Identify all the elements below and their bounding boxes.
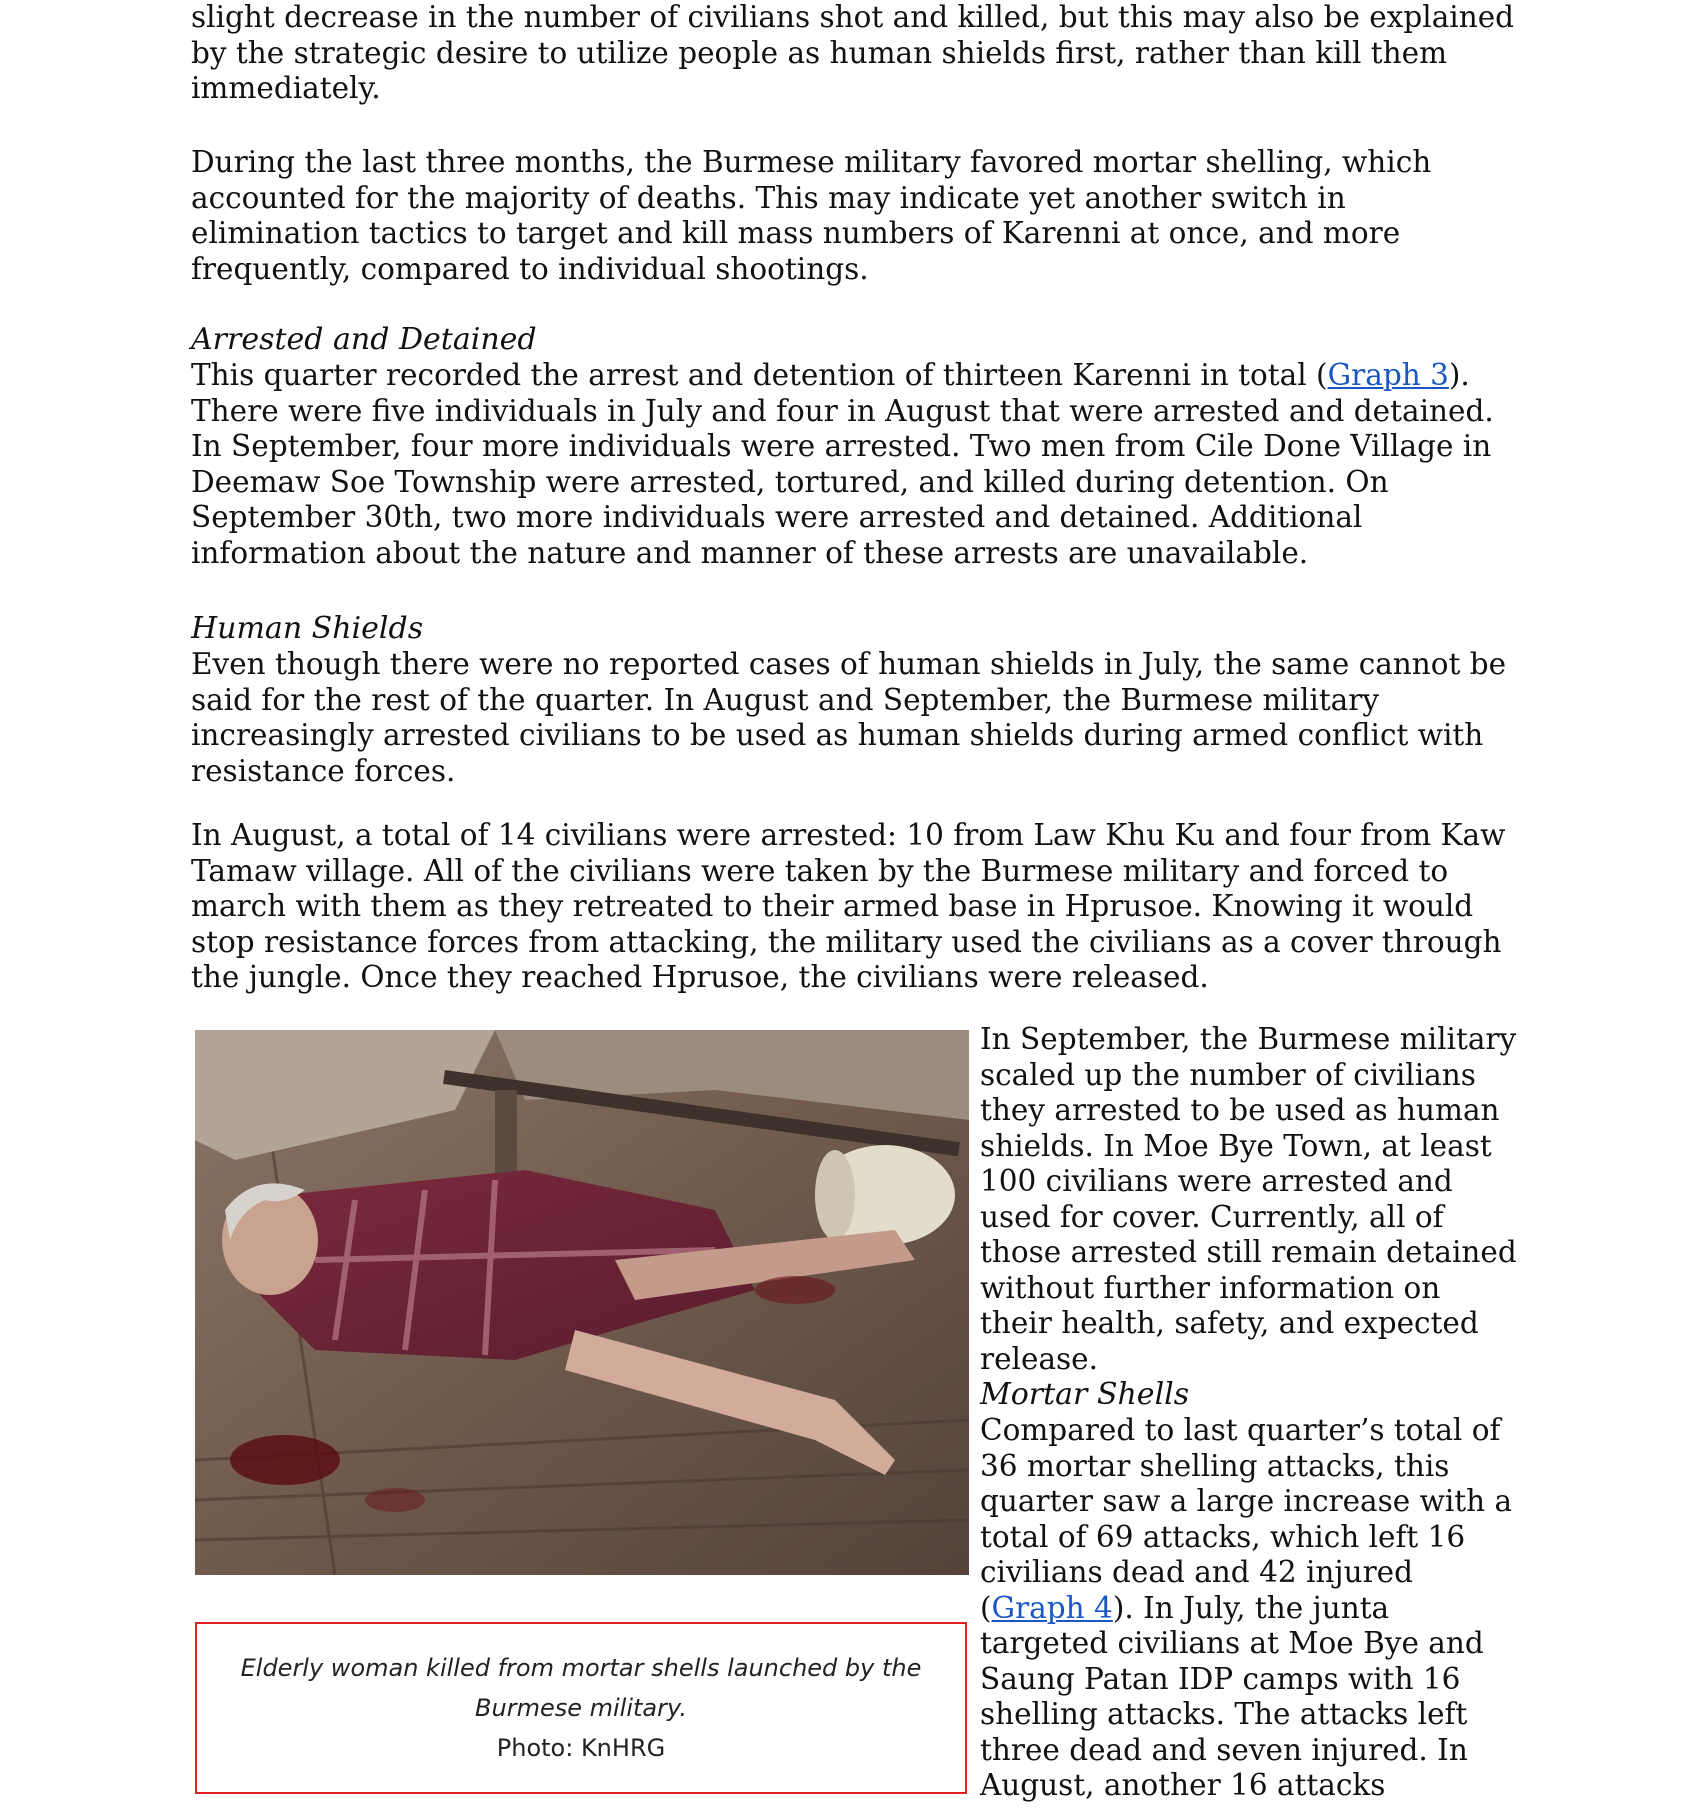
text-segment: Compared to last quarter’s total of 36 mortar shelling attacks, this quarter saw a large increase with a total of 69 attacks, which left 16 civilians dead and 42 injured (	[980, 1413, 1513, 1625]
graph-3-link[interactable]: Graph 3	[1327, 358, 1449, 392]
side-column-september	[980, 1022, 1520, 1377]
paragraph-mortar-tactics: During the last three months, the Burmese military favored mortar shelling, which accounted for the majority of deaths. This may indicate yet another switch in elimination tactics to target and kill mass numbers of Karenni at once, and more frequently, compared to individual shootings.	[191, 145, 1432, 286]
section-heading-arrested: Arrested and Detained	[191, 322, 537, 357]
photo-credit: Photo: KnHRG	[496, 1734, 666, 1762]
paragraph-human-shields: Even though there were no reported cases of human shields in July, the same cannot be said for the rest of the quarter. In August and September, the Burmese military increasingly arrested civilians to be used as human shields during armed conflict with resistance forces.	[191, 647, 1507, 788]
paragraph-september-arrests: In September, the Burmese military scaled up the number of civilians they arrested to be used as human shields. In Moe Bye Town, at least 100 civilians were arrested and used for cover. Currently, all of those arrested still remain detained without further information on their health, safety, and expected release.	[980, 1022, 1517, 1376]
caption-line-2: Burmese military.	[475, 1694, 687, 1722]
paragraph-intro-continuation: slight decrease in the number of civilians shot and killed, but this may also be explained by the strategic desire to utilize people as human shields first, rather than kill them immediately.	[191, 0, 1515, 105]
paragraph-august-arrests: In August, a total of 14 civilians were arrested: 10 from Law Khu Ku and four from Kaw Tamaw village. All of the civilians were taken by the Burmese military and forced to march with them as they retreated to their armed base in Hprusoe. Knowing it would stop resistance forces from attacking, the military used the civilians as a cover through the jungle. Once they reached Hprusoe, the civilians were released.	[191, 818, 1506, 994]
caption-line-1: Elderly woman killed from mortar shells launched by the	[240, 1654, 922, 1682]
text-segment: This quarter recorded the arrest and detention of thirteen Karenni in total (	[191, 358, 1328, 392]
news-photo	[195, 1030, 969, 1575]
side-column-mortar	[980, 1413, 1520, 1804]
text-segment: ). There were five individuals in July and four in August that were arrested and detained. In September, four more individuals were arrested. Two men from Cile Done Village in Deemaw Soe Township were arrested, tortured, and killed during detention. On September 30th, two more individuals were arrested and detained. Additional information about the nature and manner of these arrests are unavailable.	[191, 358, 1494, 570]
graph-4-link[interactable]: Graph 4	[991, 1590, 1113, 1625]
paragraph-arrested	[191, 358, 1521, 571]
section-heading-mortar-shells: Mortar Shells	[980, 1377, 1190, 1412]
text-segment: ). In July, the junta targeted civilians at Moe Bye and Saung Patan IDP camps with 16 shelling attacks. The attacks left three dead and seven injured. In August, another 16 attacks	[980, 1590, 1484, 1802]
paragraph-mortar-shells	[980, 1413, 1520, 1804]
photo-caption-box	[195, 1622, 967, 1794]
section-heading-human-shields: Human Shields	[191, 611, 424, 646]
photo-illustration	[195, 1030, 969, 1575]
